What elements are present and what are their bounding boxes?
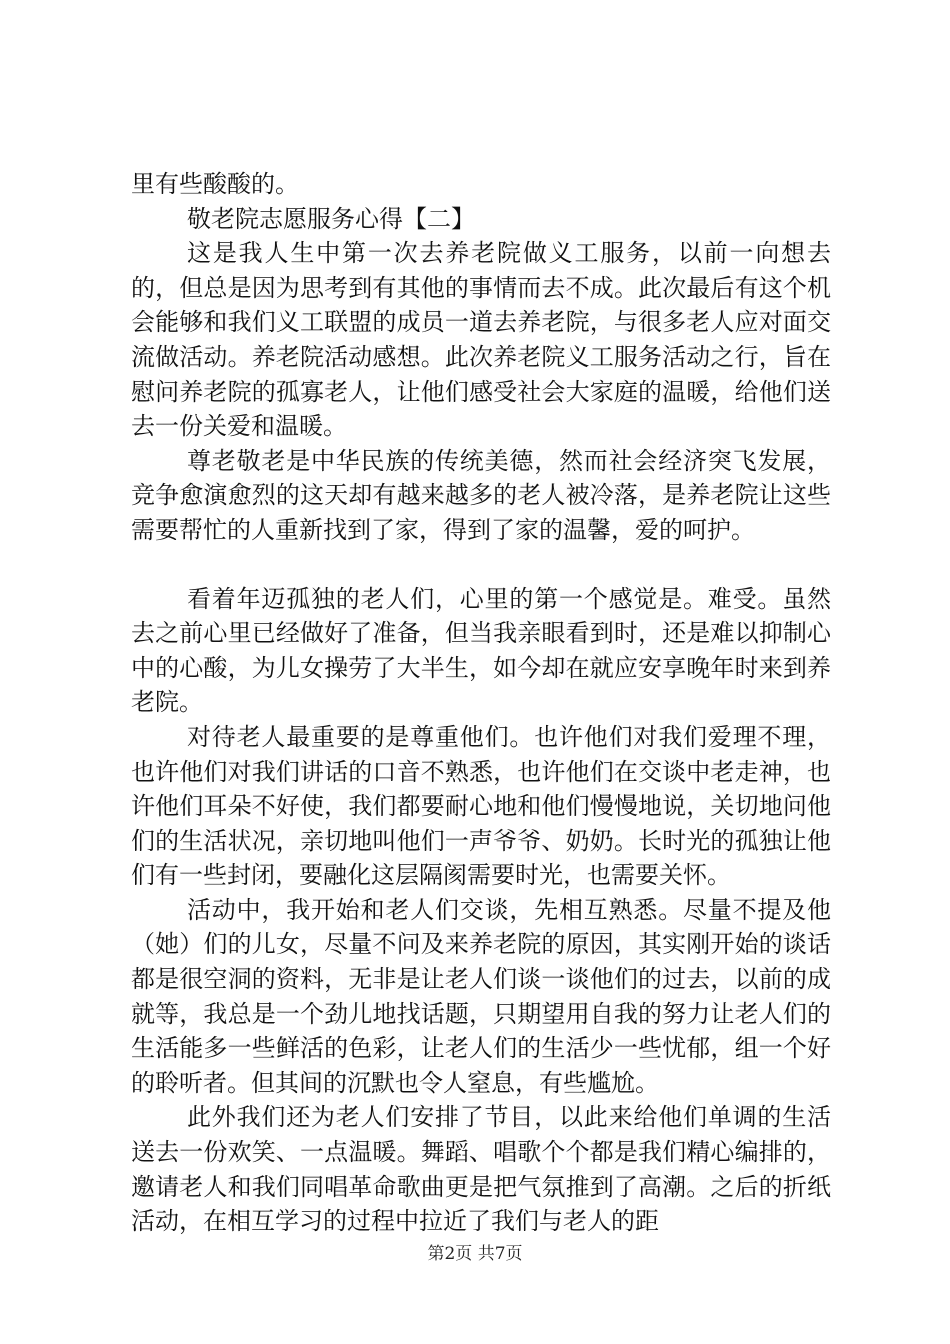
paragraph: 活动中，我开始和老人们交谈，先相互熟悉。尽量不提及他（她）们的儿女，尽量不问及来养老院的原因，其实刚开始的谈话都是很空洞的资料，无非是让老人们谈一谈他们的过去，以前的成就等，我总是一个劲儿地找话题，只期望用自我的努力让老人们的生活能多一些鲜活的色彩，让老人们的生活少一些忧郁，组一个好的聆听者。但其间的沉默也令人窒息，有些尴尬。 (131, 895, 831, 1097)
paragraph: 这是我人生中第一次去养老院做义工服务，以前一向想去的，但总是因为思考到有其他的事情而去不成。此次最后有这个机会能够和我们义工联盟的成员一道去养老院，与很多老人应对面交流做活动。养老院活动感想。此次养老院义工服务活动之行，旨在慰问养老院的孤寡老人，让他们感受社会大家庭的温暖，给他们送去一份关爱和温暖。 (131, 239, 831, 441)
page-number-footer: 第2页 共7页 (427, 1244, 523, 1264)
paragraph: 对待老人最重要的是尊重他们。也许他们对我们爱理不理，也许他们对我们讲话的口音不熟悉，也许他们在交谈中老走神，也许他们耳朵不好使，我们都要耐心地和他们慢慢地说，关切地问他们的生活状况，亲切地叫他们一声爷爷、奶奶。长时光的孤独让他们有一些封闭，要融化这层隔阂需要时光，也需要关怀。 (131, 722, 831, 890)
paragraph: 此外我们还为老人们安排了节目，以此来给他们单调的生活送去一份欢笑、一点温暖。舞蹈、唱歌个个都是我们精心编排的，邀请老人和我们同唱革命歌曲更是把气氛推到了高潮。之后的折纸活动，在相互学习的过程中拉近了我们与老人的距 (131, 1103, 831, 1236)
paragraph: 尊老敬老是中华民族的传统美德，然而社会经济突飞发展，竞争愈演愈烈的这天却有越来越多的老人被冷落，是养老院让这些需要帮忙的人重新找到了家，得到了家的温馨，爱的呵护。 (131, 446, 831, 544)
paragraph: 看着年迈孤独的老人们，心里的第一个感觉是。难受。虽然去之前心里已经做好了准备，但当我亲眼看到时，还是难以抑制心中的心酸，为儿女操劳了大半生，如今却在就应安享晚年时来到养老院。 (131, 584, 831, 717)
paragraph-continuation: 里有些酸酸的。 (131, 170, 299, 198)
section-heading: 敬老院志愿服务心得【二】 (187, 204, 475, 233)
document-body (131, 167, 831, 1239)
